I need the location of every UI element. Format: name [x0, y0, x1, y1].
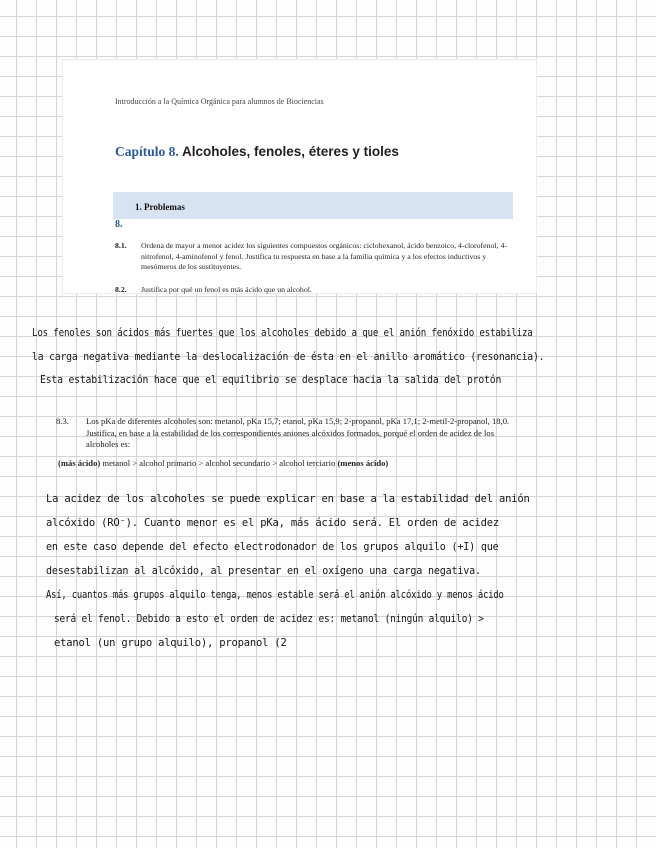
problem-text: Ordena de mayor a menor acidez los siguientes compuestos orgánicos: ciclohexanol, ácido benzoico, 4-clorofenol, 4-nitrofenol, 4-aminofenol y fenol. Justifica tu respuesta en base a la familia química y a los efectos inductivos y mesómeros de los sustituyentes. [141, 241, 507, 271]
handwriting-line: Los fenoles son ácidos más fuertes que los alcoholes debido a que el anión fenóxido estabiliza [32, 327, 533, 339]
order-least-acid: (menos ácido) [337, 458, 389, 468]
chapter-title [115, 144, 399, 160]
section-heading: 1. Problemas [135, 202, 185, 212]
chapter-name: Alcoholes, fenoles, éteres y tioles [182, 144, 399, 159]
handwriting-line: Así, cuantos más grupos alquilo tenga, menos estable será el anión alcóxido y menos ácido [46, 589, 504, 601]
chapter-number: Capítulo 8. [115, 144, 179, 159]
handwriting-line: en este caso depende del efecto electrodonador de los grupos alquilo (+I) que [46, 541, 499, 553]
handwriting-line: etanol (un grupo alquilo), propanol (2 [54, 637, 287, 649]
problem-text: Los pKa de diferentes alcoholes son: metanol, pKa 15,7; etanol, pKa 15,9; 2-propanol, pKa 17,1; 2-metil-2-propanol, 18,0. Justifica, en base a la estabilidad de los correspondientes aniones alcóxidos formados, porqué el orden de acidez de los alcoholes es: [86, 416, 510, 449]
handwriting-line: será el fenol. Debido a esto el orden de acidez es: metanol (ningún alquilo) > [54, 613, 484, 625]
problem-label: 8.3. [56, 416, 69, 426]
order-chain: metanol > alcohol primario > alcohol secundario > alcohol terciario [100, 458, 338, 468]
problem-label: 8.1. [115, 241, 127, 250]
handwriting-line: Esta estabilización hace que el equilibrio se desplace hacia la salida del protón [40, 374, 502, 386]
handwriting-line: alcóxido (RO⁻). Cuanto menor es el pKa, más ácido será. El orden de acidez [46, 517, 499, 529]
handwriting-line: la carga negativa mediante la deslocalización de ésta en el anillo aromático (resonancia). [32, 351, 545, 363]
subsection-number: 8. [115, 219, 123, 230]
pdf-excerpt-problem-8-3 [52, 412, 512, 472]
pdf-excerpt-problems [63, 60, 536, 293]
problem-text: Justifica por qué un fenol es más ácido que un alcohol. [141, 285, 312, 294]
section-banner [113, 192, 513, 219]
order-most-acid: (más ácido) [58, 458, 101, 468]
acidity-order [58, 458, 388, 470]
handwriting-line: desestabilizan al alcóxido, al presentar en el oxígeno una carga negativa. [46, 565, 481, 577]
problem-label: 8.2. [115, 285, 127, 294]
document-header: Introducción a la Química Orgánica para alumnos de Biociencias [115, 97, 324, 106]
handwriting-line: La acidez de los alcoholes se puede explicar en base a la estabilidad del anión [46, 493, 530, 505]
